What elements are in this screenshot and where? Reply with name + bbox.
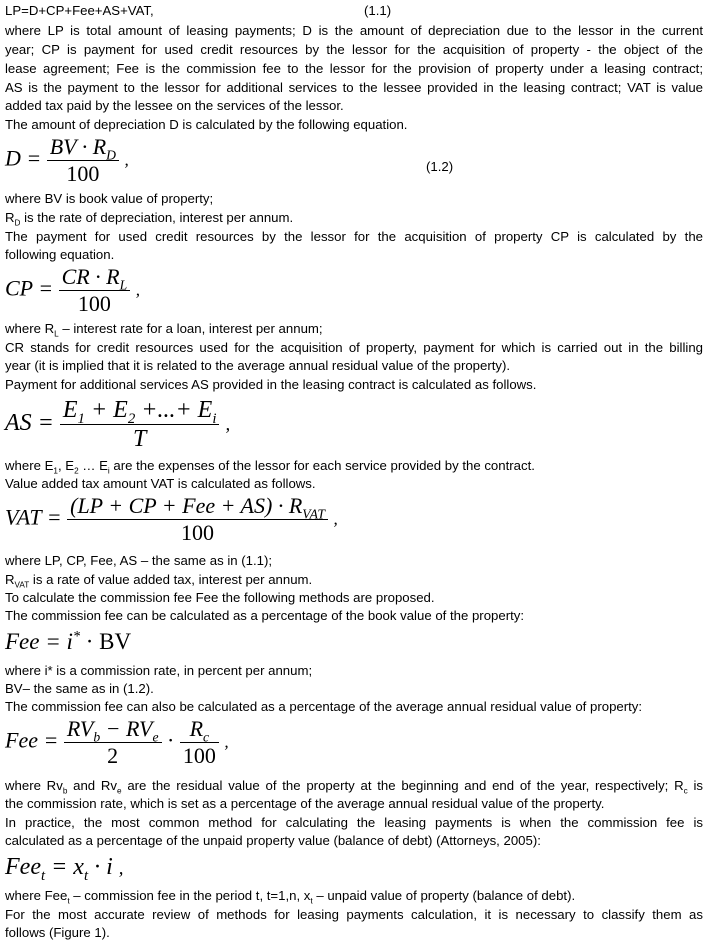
equation-as: AS = $\frac{E_1 + E_2 +...+ E_i}{T}$ , (5, 397, 231, 452)
paragraph-line: AS is the payment to the lessor for additional services to the lessee provided in the leasing contract; VAT is value (5, 80, 703, 95)
fraction: $\frac{CR \cdot R_L}{100}$ (59, 264, 131, 317)
paragraph-line: CR stands for credit resources used for the acquisition of property, payment for which is carried out in the billing (5, 340, 703, 355)
paragraph-line: The commission fee can be calculated as a percentage of the book value of the property: (5, 608, 525, 623)
paragraph-line: added tax paid by the lessee on the services of the lessor. (5, 98, 344, 113)
paragraph-line: For the most accurate review of methods for leasing payments calculation, it is necessary to classify them as (5, 907, 703, 922)
equation-number-1-1: (1.1) (364, 3, 392, 18)
paragraph-line: The commission fee can also be calculated as a percentage of the average annual residual value of property: (5, 699, 643, 714)
fraction: $\frac{R_c}{100}$ (180, 716, 219, 769)
paragraph-line: where $Rv_b$ and $Rv_e$ are the residual value of the property at the beginning and end of the year, respectively; $R_c$ is (5, 778, 704, 796)
equation-cp: CP = $\frac{CR \cdot R_L}{100}$ , (5, 264, 140, 316)
equation-number-1-2: (1.2) (426, 159, 454, 174)
paragraph-line: calculated as a percentage of the unpaid property value (balance of debt) (Attorneys, 2005): (5, 833, 541, 848)
paragraph-line: BV– the same as in (1.2). (5, 681, 154, 696)
paragraph-line: The payment for used credit resources by the lessor for the acquisition of property CP is calculated by the (5, 229, 703, 244)
paragraph-line: year; CP is payment for used credit resources by the lessor for the acquisition of property - the object of the (5, 42, 703, 57)
paragraph-line: where BV is book value of property; (5, 191, 214, 206)
paragraph-line: where LP is total amount of leasing payments; D is the amount of depreciation due to the lessor in the current (5, 23, 703, 38)
paragraph-line: where $R_L$ – interest rate for a loan, interest per annum; (5, 321, 323, 339)
paragraph-line: following equation. (5, 247, 115, 262)
paragraph-line: $R_D$ is the rate of depreciation, interest per annum. (5, 210, 294, 228)
fraction: $\frac{E_1 + E_2 +...+ E_i}{T}$ (60, 396, 220, 453)
paragraph-line: Value added tax amount VAT is calculated as follows. (5, 476, 316, 491)
equation-1-2: D = $\frac{BV \cdot R_D}{100}$ , (5, 134, 129, 186)
equation-vat: VAT = $\frac{(LP + CP + Fee + AS) \cdot R_{VAT}}{100}$ , (5, 493, 338, 545)
paragraph-line: Payment for additional services AS provided in the leasing contract is calculated as follows. (5, 377, 537, 392)
equation-fee-residual: Fee = $\frac{RV_b - RV_e}{2}$ · $\frac{R_c}{100}$ , (5, 716, 229, 768)
paragraph-line: To calculate the commission fee Fee the following methods are proposed. (5, 590, 435, 605)
paragraph-line: year (it is implied that it is related to the average annual residual value of the property). (5, 358, 511, 373)
equation-1-1: LP=D+CP+Fee+AS+VAT, (5, 3, 154, 18)
paragraph-line: follows (Figure 1). (5, 925, 110, 940)
fraction: $\frac{RV_b - RV_e}{2}$ (64, 716, 162, 769)
paragraph-line: In practice, the most common method for calculating the leasing payments is when the commission fee is (5, 815, 703, 830)
paragraph-line: the commission rate, which is set as a percentage of the average annual residual value of the property. (5, 796, 605, 811)
paragraph-line: where $E_1$, $E_2$ … $E_i$ are the expenses of the lessor for each service provided by the contract. (5, 458, 535, 476)
fraction: $\frac{(LP + CP + Fee + AS) \cdot R_{VAT}}{100}$ (67, 493, 328, 546)
paragraph-line: $R_{VAT}$ is a rate of value added tax, interest per annum. (5, 572, 313, 590)
paragraph-line: where Fee$_t$ – commission fee in the period t, t=1,n, $x_t$ – unpaid value of property (balance of debt). (5, 888, 576, 906)
paragraph-line: where i* is a commission rate, in percent per annum; (5, 663, 313, 678)
equation-fee-book-value: Fee = i* · BV (5, 628, 132, 654)
paragraph-line: The amount of depreciation D is calculated by the following equation. (5, 117, 408, 132)
fraction: $\frac{BV \cdot R_D}{100}$ (47, 134, 119, 187)
paragraph-line: lease agreement; Fee is the commission fee to the lessor for the provision of property under a leasing contract; (5, 61, 703, 76)
paragraph-line: where LP, CP, Fee, AS – the same as in (1.1); (5, 553, 273, 568)
equation-fee-period: $Fee_t = x_t \cdot i$ , (5, 854, 124, 884)
